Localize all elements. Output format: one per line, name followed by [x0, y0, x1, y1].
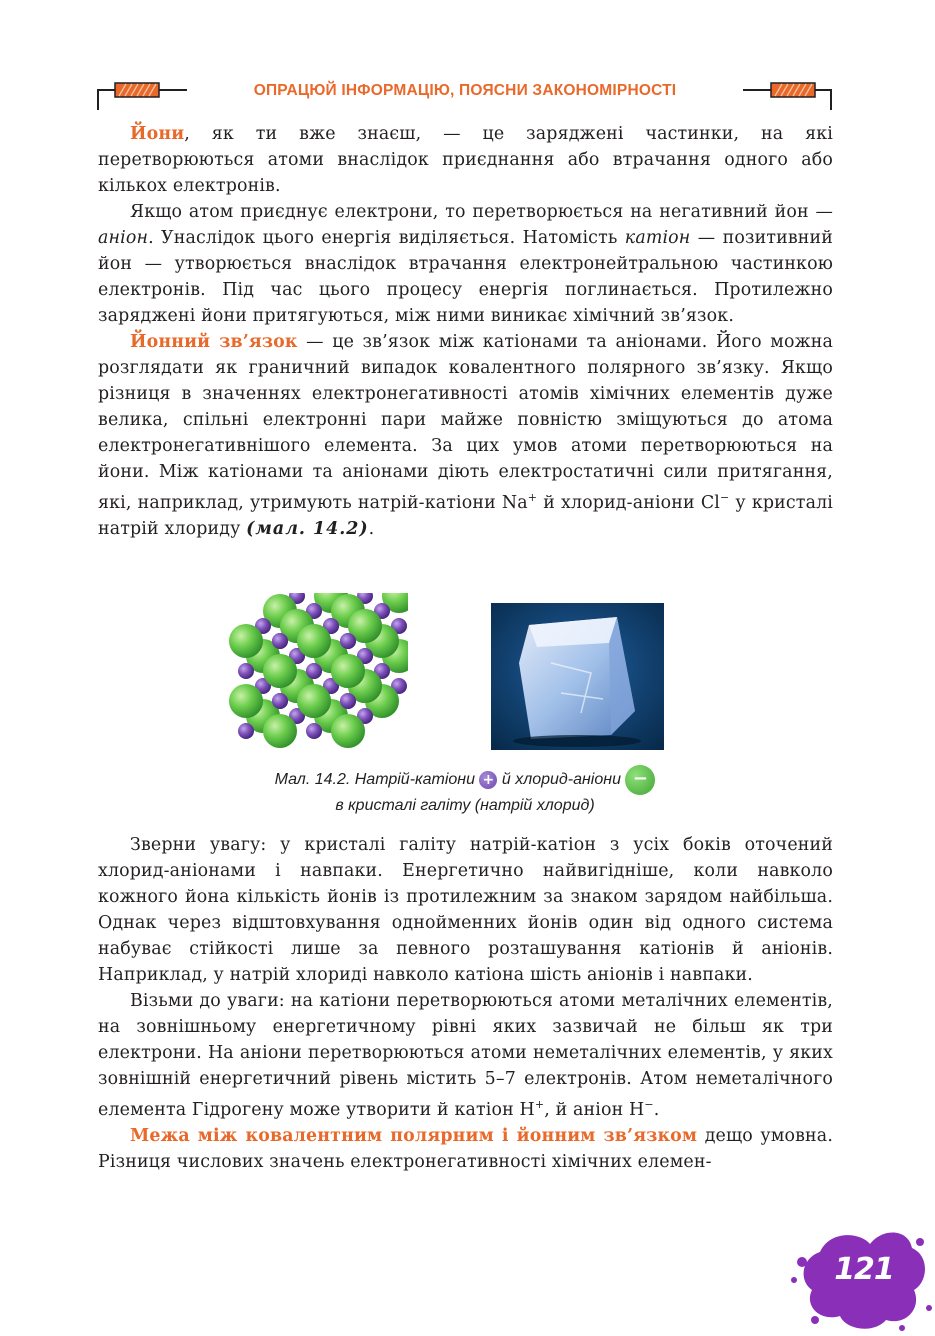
text-fragment: у кристалі натрій хлориду [98, 492, 834, 539]
caption-text: й хлорид-аніони [497, 771, 626, 789]
chloride-ion [331, 654, 365, 688]
paragraph-attention: Зверни увагу: у кристалі галіту натрій-катіон з усіх боків оточений хлорид-аніонами і навпаки. Енергетично найвигідніше, коли навколо кожного йона кількість йонів із протилежним за знаком зарядом найбільша. Однак через відштовхування однойменних йонів один від одного система набуває стійкості лише за певного розташування катіонів й аніонів. Наприклад, у натрій хлориді навколо катіона шість аніонів і навпаки. [98, 835, 833, 985]
text-fragment: Візьми до уваги: на катіони перетворюються атоми металічних елементів, на зовнішньому енергетичному рівні яких зазвичай не більш як три електрони. На аніони перетворюються атоми неметалічних елементів, у яких зовнішній енергетичний рівень містить 5–7 електронів. Атом неметалічного елемента Гідрогену може утворити й катіон H [98, 991, 833, 1120]
sodium-ion [238, 723, 254, 739]
term-ions: Йони [130, 124, 185, 144]
chloride-anion-symbol-icon: − [625, 765, 655, 795]
figure-caption [200, 765, 730, 817]
term-boundary: Межа між ковалентним полярним і йонним зв’язком [130, 1125, 698, 1146]
paragraph-ions [98, 121, 833, 199]
term-anion: аніон [98, 228, 149, 248]
paragraph-boundary [98, 1123, 833, 1175]
text-fragment: . Унаслідок цього енергія виділяється. Натомість [148, 228, 625, 248]
sodium-ion [272, 633, 288, 649]
superscript: + [527, 491, 538, 504]
superscript: − [644, 1098, 654, 1111]
paragraph-ionic-bond [98, 329, 833, 542]
text-fragment: й хлорид-аніони Cl [537, 492, 720, 513]
header-title: ОПРАЦЮЙ ІНФОРМАЦІЮ, ПОЯСНИ ЗАКОНОМІРНОСТІ [253, 82, 677, 99]
halite-crystal-photo [491, 603, 664, 750]
chloride-ion [297, 684, 331, 718]
text-fragment: . [653, 1099, 660, 1120]
chloride-ion [229, 684, 263, 718]
crystal-lattice-illustration [228, 593, 408, 753]
text-fragment: Якщо атом приєднує електрони, то перетворюється на негативний йон — [130, 202, 833, 222]
chloride-ion [263, 714, 297, 748]
text-fragment: дещо умовна. Різниця числових значень електронегативності хімічних елемен- [98, 1125, 833, 1172]
term-ionic-bond: Йонний зв’язок [130, 332, 298, 352]
chloride-ion [297, 624, 331, 658]
sodium-ion [340, 693, 356, 709]
caption-line-2: в кристалі галіту (натрій хлорид) [335, 797, 595, 814]
paragraph-ions-text: , як ти вже знаєш, — це заряджені частинки, на які перетворюються атоми внаслідок приєднання або втрачання одного або кількох електронів. [98, 124, 833, 196]
paragraph-anion-cation [98, 199, 833, 329]
lattice-graphic [228, 593, 408, 753]
sodium-ion [306, 663, 322, 679]
text-fragment: — позитивний йон — утворюється внаслідок втрачання електронейтральною частинкою електронів. Під час цього процесу енергія поглинається. Протилежно заряджені йони притягуються, між ними виникає хімічний зв’язок. [98, 228, 834, 326]
halite-photo-graphic [491, 603, 664, 750]
sodium-ion [340, 633, 356, 649]
paragraph-note [98, 988, 833, 1123]
sodium-ion [306, 723, 322, 739]
figure-reference: (мал. 14.2) [246, 518, 369, 539]
term-cation: катіон [624, 228, 691, 248]
superscript: + [534, 1098, 545, 1111]
page-number: 121 [834, 1252, 894, 1287]
text-fragment: , й аніон H [544, 1099, 645, 1120]
caption-text: Мал. 14.2. Натрій-катіони [274, 771, 480, 789]
sodium-ion [238, 663, 254, 679]
sodium-cation-symbol-icon: + [479, 771, 497, 789]
chloride-ion [263, 654, 297, 688]
superscript: − [720, 491, 730, 504]
text-fragment: — це зв’язок між катіонами та аніонами. Його можна розглядати як граничний випадок ковалентного полярного зв’язку. Якщо різниця в значеннях електронегативності атомів хімічних елементів дуже велика, спільні електронні пари майже повністю зміщуються до атома електронегативнішого елемента. За цих умов атоми перетворюються на йони. Між катіонами та аніонами діють електростатичні сили притягання, які, наприклад, утримують натрій-катіони Na [98, 332, 833, 513]
text-section-2 [98, 832, 833, 1175]
text-section-1 [98, 121, 833, 542]
chloride-ion [229, 624, 263, 658]
chloride-ion [331, 714, 365, 748]
section-header [95, 72, 835, 112]
sodium-ion [272, 693, 288, 709]
text-fragment: . [368, 518, 375, 539]
